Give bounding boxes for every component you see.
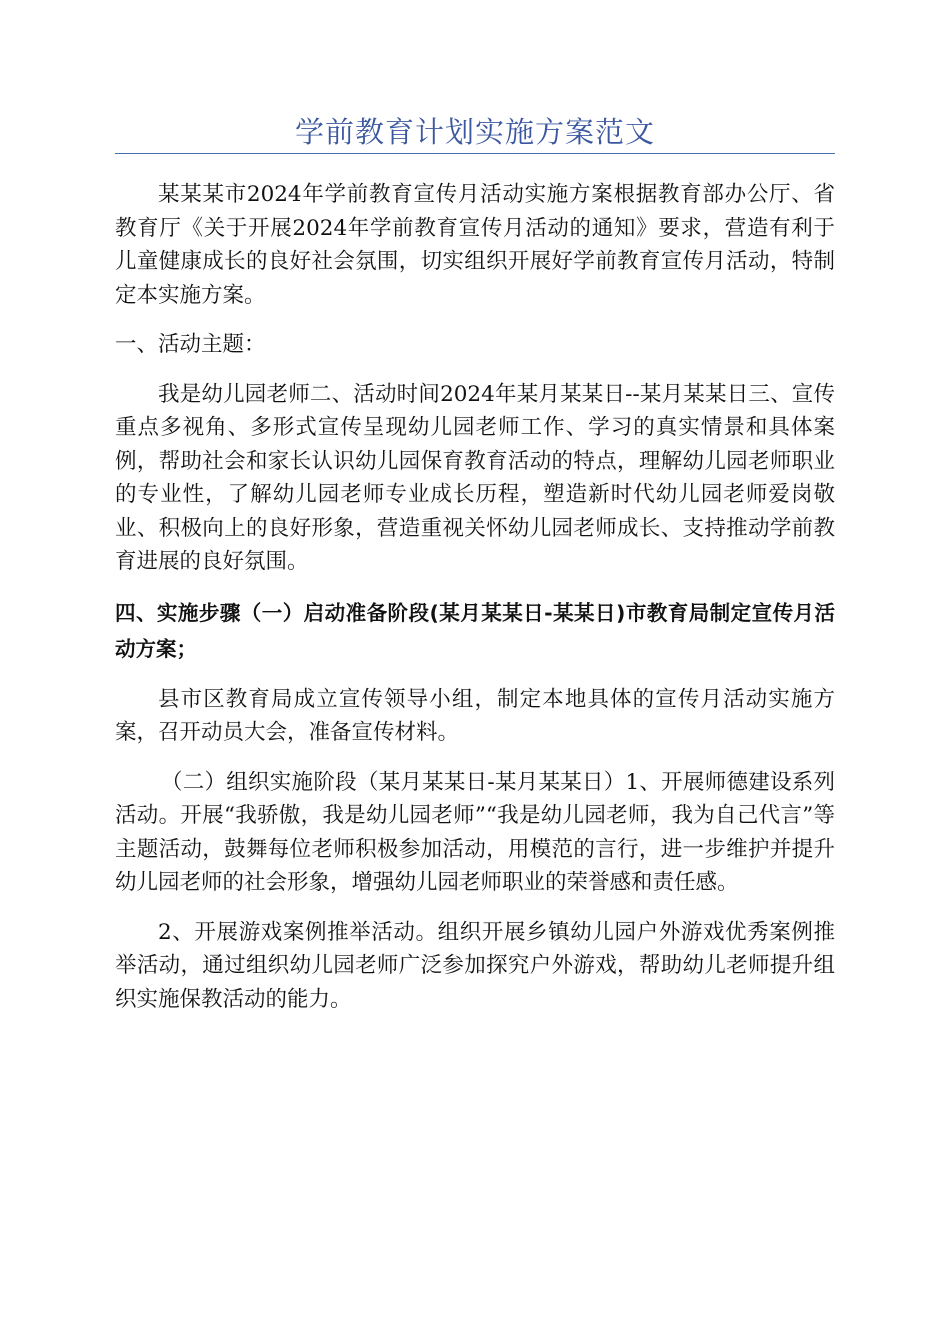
document-body — [115, 178, 835, 1016]
paragraph-theme-details: 我是幼儿园老师二、活动时间2024年某月某某日--某月某某日三、宣传重点多视角、多形式宣传呈现幼儿园老师工作、学习的真实情景和具体案例，帮助社会和家长认识幼儿园保育教育活动的特点，理解幼儿园老师职业的专业性，了解幼儿园老师专业成长历程，塑造新时代幼儿园老师爱岗敬业、积极向上的良好形象，营造重视关怀幼儿园老师成长、支持推动学前教育进展的良好氛围。 — [115, 381, 835, 574]
heading-activity-theme: 一、活动主题： — [115, 332, 266, 357]
paragraph-county-bureau: 县市区教育局成立宣传领导小组，制定本地具体的宣传月活动实施方案，召开动员大会，准备宣传材料。 — [115, 686, 835, 745]
paragraph-phase-two: （二）组织实施阶段（某月某某日-某月某某日）1、开展师德建设系列活动。开展“我骄傲，我是幼儿园老师”“我是幼儿园老师，我为自己代言”等主题活动，鼓舞每位老师积极参加活动，用模范的言行，进一步维护并提升幼儿园老师的社会形象，增强幼儿园老师职业的荣誉感和责任感。 — [115, 769, 835, 895]
heading-implementation-steps: 四、实施步骤（一）启动准备阶段(某月某某日-某某日)市教育局制定宣传月活动方案； — [115, 600, 835, 661]
paragraph-game-cases: 2、开展游戏案例推举活动。组织开展乡镇幼儿园户外游戏优秀案例推举活动，通过组织幼儿园老师广泛参加探究户外游戏，帮助幼儿老师提升组织实施保教活动的能力。 — [115, 919, 835, 1012]
page-title: 学前教育计划实施方案范文 — [294, 115, 655, 149]
paragraph-intro: 某某某市2024年学前教育宣传月活动实施方案根据教育部办公厅、省教育厅《关于开展2024年学前教育宣传月活动的通知》要求，营造有利于儿童健康成长的良好社会氛围，切实组织开展好学前教育宣传月活动，特制定本实施方案。 — [115, 182, 835, 308]
title-underline — [115, 153, 835, 154]
